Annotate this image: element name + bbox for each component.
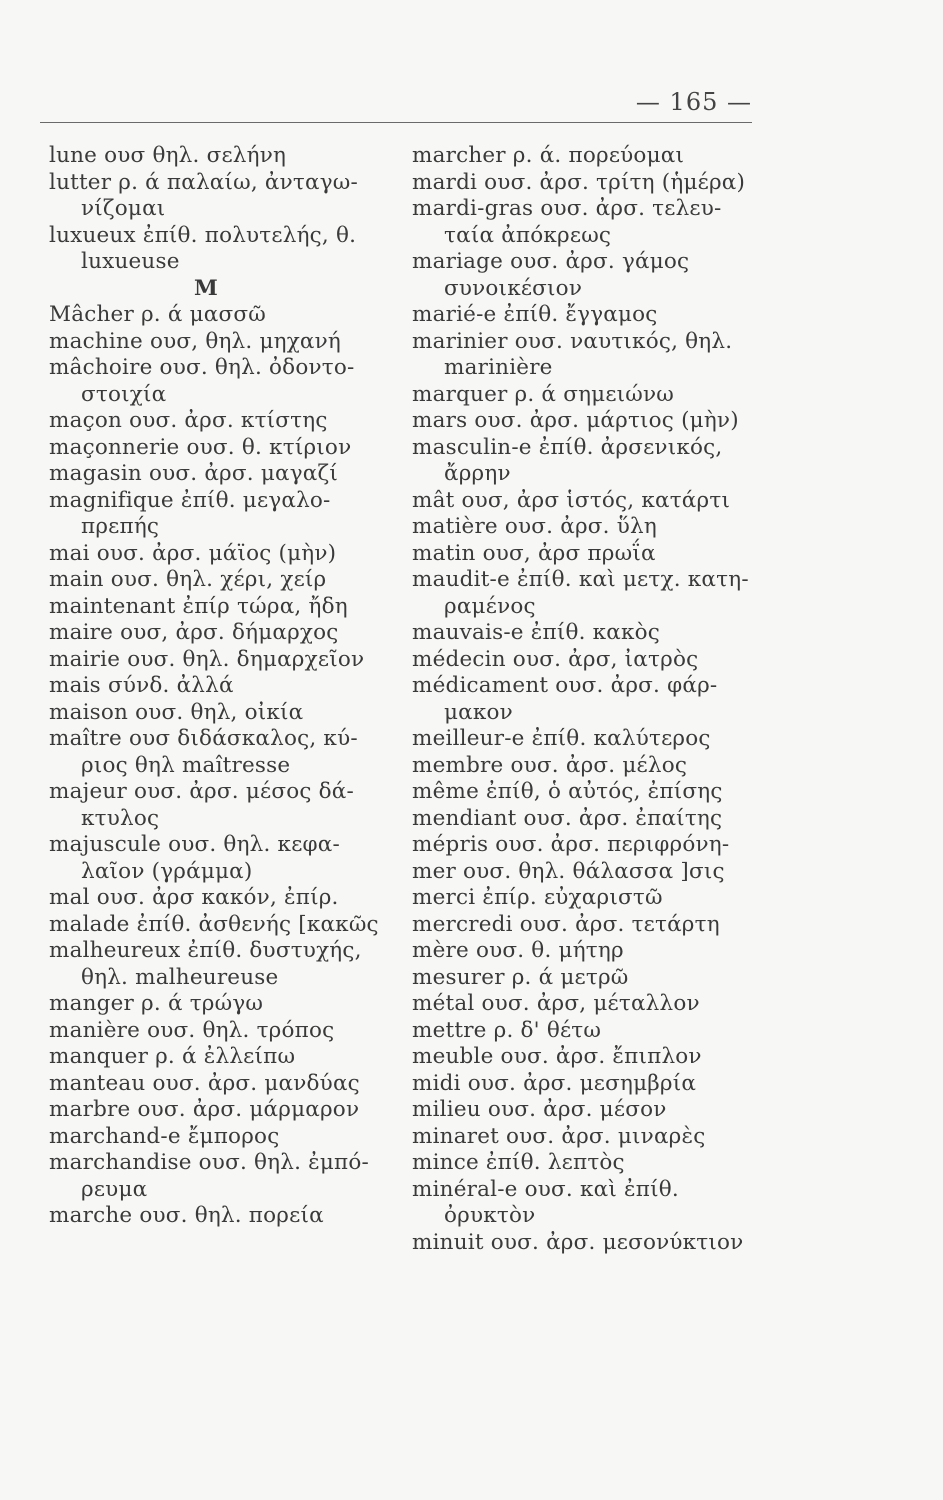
entry-continuation: ταία ἀπόκρεως [444,222,612,248]
dictionary-entry: meilleur-e ἐπίθ. καλύτερος [412,726,711,751]
dictionary-entry: minuit ουσ. ἀρσ. μεσονύκτιον [412,1229,744,1255]
entry-continuation: κτυλος [81,805,160,831]
dictionary-entry: mendiant ουσ. ἀρσ. ἐπαίτης [412,805,723,831]
dictionary-entry: mâchoire ουσ. θηλ. ὀδοντο- [49,355,355,380]
dictionary-entry: manquer ρ. ά ἐλλείπω [49,1044,296,1069]
dictionary-entry: maintenant ἐπίρ τώρα, ἤδη [49,593,348,619]
dictionary-entry: merci ἐπίρ. εὐχαριστῶ [412,885,663,910]
dictionary-entry: majuscule ουσ. θηλ. κεφα- [49,832,340,857]
dictionary-entry: majeur ουσ. ἀρσ. μέσος δά- [49,779,354,804]
dictionary-entry: mairie ουσ. θηλ. δημαρχεῖον [49,646,365,672]
dictionary-entry: lune ουσ θηλ. σελήνη [49,143,287,168]
dictionary-entry: malheureux ἐπίθ. δυστυχής, [49,938,362,963]
dictionary-entry: marcher ρ. ά. πορεύομαι [412,143,685,168]
entry-continuation: ὀρυκτὸν [444,1203,536,1228]
entry-continuation: συνοικέσιον [444,275,583,301]
entry-continuation: ρευμα [81,1176,148,1202]
dictionary-entry: maçon ουσ. ἀρσ. κτίστης [49,408,328,433]
dictionary-entry: marbre ουσ. ἀρσ. μάρμαρον [49,1097,360,1122]
entry-continuation: marinière [444,355,553,380]
dictionary-entry: masculin-e ἐπίθ. ἀρσενικός, [412,434,723,460]
dictionary-entry: maudit-e ἐπίθ. καὶ μετχ. κατη- [412,567,749,592]
dictionary-entry: mauvais-e ἐπίθ. κακὸς [412,620,661,645]
dictionary-entry: mai ουσ. ἀρσ. μάϊος (μὴν) [49,540,337,566]
entry-continuation: luxueuse [81,249,180,274]
page-number: — 165 — [635,88,752,116]
section-letter: M [194,275,218,301]
entry-continuation: στοιχία [81,381,167,407]
dictionary-entry: mariage ουσ. ἀρσ. γάμος [412,249,690,274]
dictionary-entry: mettre ρ. δ' θέτω [412,1017,602,1043]
entry-continuation: λαῖον (γράμμα) [81,858,253,884]
entry-continuation: ριος θηλ maîtresse [81,752,291,778]
dictionary-entry: marquer ρ. ά σημειώνω [412,381,675,407]
dictionary-entry: mardi-gras ουσ. ἀρσ. τελευ- [412,196,722,221]
dictionary-entry: marchand-e ἔμπορος [49,1123,280,1149]
entry-continuation: νίζομαι [81,196,166,221]
dictionary-entry: manteau ουσ. ἀρσ. μανδύας [49,1070,360,1096]
dictionary-entry: mars ουσ. ἀρσ. μάρτιος (μὴν) [412,408,739,433]
dictionary-entry: midi ουσ. ἀρσ. μεσημβρία [412,1070,697,1096]
entry-continuation: πρεπής [81,514,160,539]
dictionary-entry: mercredi ουσ. ἀρσ. τετάρτη [412,911,720,937]
dictionary-entry: mère ουσ. θ. μήτηρ [412,938,624,963]
dictionary-entry: matière ουσ. ἀρσ. ὕλη [412,514,657,539]
dictionary-entry: même ἐπίθ, ὁ αὐτός, ἐπίσης [412,779,723,804]
header-rule [40,122,752,123]
dictionary-entry: médicament ουσ. ἀρσ. φάρ- [412,673,718,698]
dictionary-entry: luxueux ἐπίθ. πολυτελής, θ. [49,222,357,248]
dictionary-entry: métal ουσ. ἀρσ, μέταλλον [412,991,700,1016]
dictionary-entry: malade ἐπίθ. ἀσθενής [κακῶς [49,911,379,937]
dictionary-entry: membre ουσ. ἀρσ. μέλος [412,752,688,778]
dictionary-entry: manger ρ. ά τρώγω [49,991,264,1016]
dictionary-entry: minéral-e ουσ. καὶ ἐπίθ. [412,1176,679,1202]
entry-continuation: ἄρρην [444,461,511,486]
dictionary-entry: mardi ουσ. ἀρσ. τρίτη (ἡμέρα) [412,169,746,195]
dictionary-entry: mer ουσ. θηλ. θάλασσα ]σις [412,858,725,884]
dictionary-entry: mât ουσ, ἀρσ ἱστός, κατάρτι [412,487,731,513]
entry-continuation: θηλ. malheureuse [81,964,279,990]
dictionary-entry: maison ουσ. θηλ, οἰκία [49,699,304,725]
entry-continuation: μακον [444,699,513,725]
dictionary-entry: magasin ουσ. ἀρσ. μαγαζί [49,461,338,486]
dictionary-entry: mépris ουσ. ἀρσ. περιφρόνη- [412,832,730,857]
dictionary-entry: manière ουσ. θηλ. τρόπος [49,1017,335,1043]
dictionary-entry: machine ουσ, θηλ. μηχανή [49,328,342,354]
dictionary-entry: marchandise ουσ. θηλ. ἐμπό- [49,1150,369,1175]
dictionary-entry: marche ουσ. θηλ. πορεία [49,1203,324,1228]
entry-continuation: ραμένος [444,593,536,619]
dictionary-entry: mince ἐπίθ. λεπτὸς [412,1150,625,1175]
dictionary-entry: lutter ρ. ά παλαίω, ἀνταγω- [49,169,358,195]
dictionary-entry: mal ουσ. ἀρσ κακόν, ἐπίρ. [49,885,339,910]
left-column [49,143,409,1230]
dictionary-entry: matin ουσ, ἀρσ πρωΐα [412,540,656,566]
dictionary-entry: maire ουσ, ἀρσ. δήμαρχος [49,620,339,645]
dictionary-entry: mesurer ρ. ά μετρῶ [412,964,629,990]
dictionary-entry: milieu ουσ. ἀρσ. μέσον [412,1097,667,1122]
dictionary-entry: médecin ουσ. ἀρσ, ἰατρὸς [412,646,699,672]
dictionary-entry: mais σύνδ. ἀλλά [49,673,234,698]
dictionary-entry: marié-e ἐπίθ. ἔγγαμος [412,302,658,327]
right-column [412,143,772,1256]
dictionary-entry: meuble ουσ. ἀρσ. ἔπιπλον [412,1044,702,1069]
dictionary-entry: main ουσ. θηλ. χέρι, χείρ [49,567,327,592]
dictionary-entry: maître ουσ διδάσκαλος, κύ- [49,726,358,751]
dictionary-entry: magnifique ἐπίθ. μεγαλο- [49,487,331,513]
dictionary-entry: minaret ουσ. ἀρσ. μιναρὲς [412,1123,706,1149]
dictionary-entry: marinier ουσ. ναυτικός, θηλ. [412,328,733,354]
dictionary-entry: Mâcher ρ. ά μασσῶ [49,302,266,327]
dictionary-entry: maçonnerie ουσ. θ. κτίριον [49,434,352,460]
